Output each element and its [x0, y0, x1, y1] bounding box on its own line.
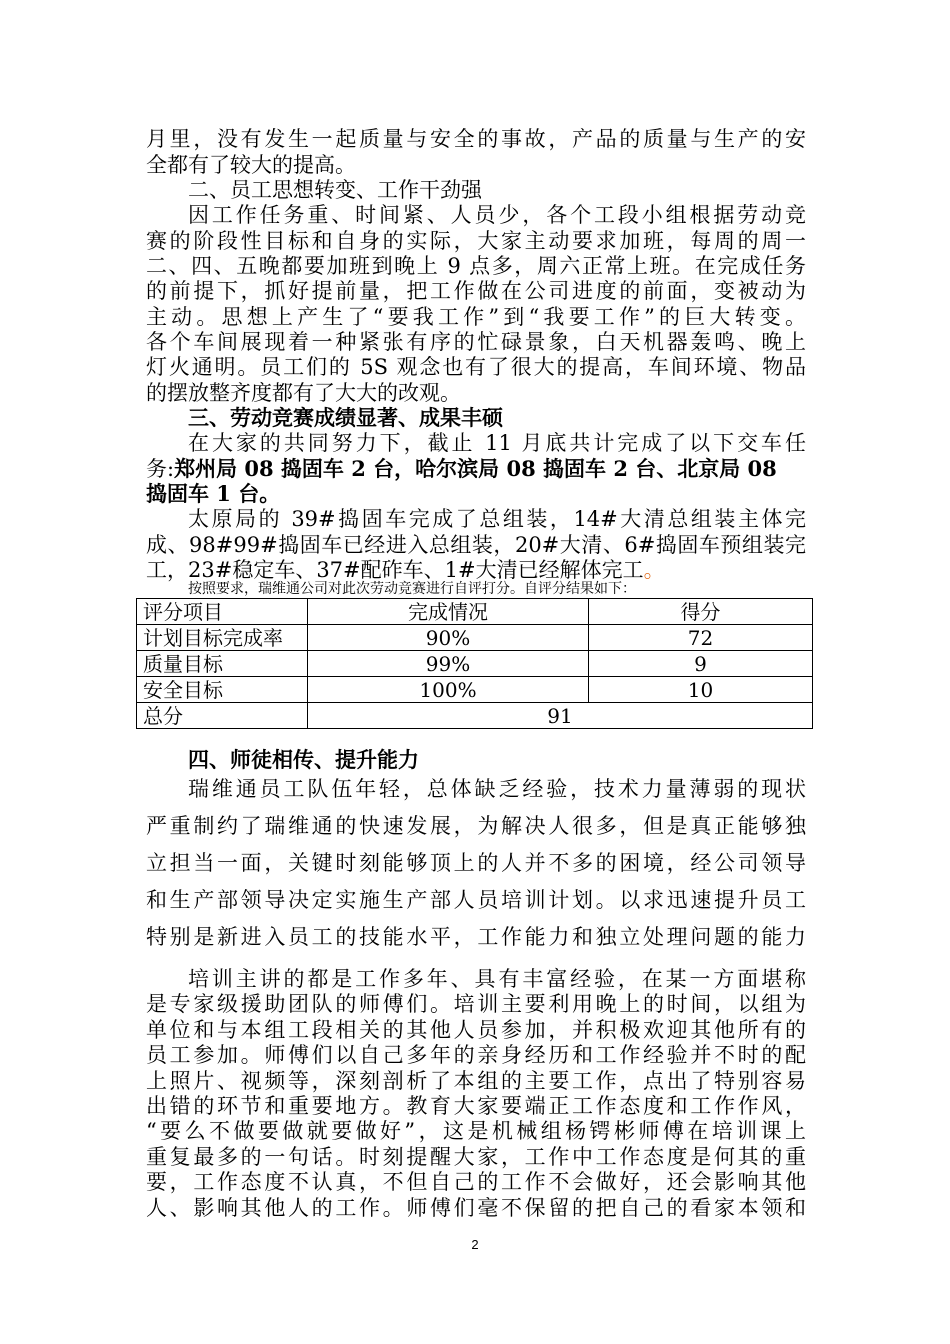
- table-header-row: [137, 599, 813, 625]
- highlighted-period: 。: [643, 558, 665, 582]
- paragraph-line: 培训主讲的都是工作多年、具有丰富经验，在某一方面堪称: [188, 967, 806, 991]
- paragraph-line: 出错的环节和重要地方。教育大家要端正工作态度和工作作风，: [146, 1094, 806, 1118]
- paragraph-line: 主动。思想上产生了“要我工作”到“我要工作”的巨大转变。: [146, 305, 806, 329]
- table-cell: 72: [589, 625, 813, 651]
- paragraph-line: [146, 456, 806, 482]
- table-cell: 99%: [308, 651, 589, 677]
- text-run: 务:: [146, 457, 175, 481]
- section-heading-3: 三、劳动竞赛成绩显著、成果丰硕: [188, 405, 503, 430]
- paragraph-line: 二、四、五晚都要加班到晚上 9 点多，周六正常上班。在完成任务: [146, 254, 806, 278]
- table-cell: 10: [589, 677, 813, 703]
- paragraph-line: 月里，没有发生一起质量与安全的事故，产品的质量与生产的安: [146, 127, 806, 151]
- delivery-list: 郑州局 08 捣固车 2 台，哈尔滨局 08 捣固车 2 台、北京局 08: [174, 456, 777, 481]
- section-heading-2: 二、员工思想转变、工作干劲强: [188, 178, 482, 202]
- paragraph-line: 单位和与本组工段相关的其他人员参加，并积极欢迎其他所有的: [146, 1018, 806, 1042]
- table-row: [137, 625, 813, 651]
- score-table: [136, 598, 813, 729]
- table-row: [137, 651, 813, 677]
- paragraph-line: 捣固车 1 台。: [146, 481, 281, 506]
- section-heading-4: 四、师徒相传、提升能力: [188, 747, 419, 772]
- paragraph-line: 立担当一面，关键时刻能够顶上的人并不多的困境，经公司领导: [146, 851, 806, 875]
- paragraph-line: 瑞维通员工队伍年轻，总体缺乏经验，技术力量薄弱的现状: [188, 777, 806, 801]
- header-cell: 完成情况: [308, 599, 589, 625]
- paragraph-line: “要么不做要做就要做好”，这是机械组杨锷彬师傅在培训课上: [146, 1119, 806, 1143]
- text-run: 工，23#稳定车、37#配砟车、1#大清已经解体完工: [146, 558, 644, 582]
- total-value: 91: [308, 703, 813, 729]
- page-number: 2: [471, 1237, 479, 1252]
- paragraph-line: 重复最多的一句话。时刻提醒大家，工作中工作态度是何其的重: [146, 1145, 806, 1169]
- paragraph-line: 和生产部领导决定实施生产部人员培训计划。以求迅速提升员工: [146, 888, 806, 912]
- paragraph-line: 赛的阶段性目标和自身的实际，大家主动要求加班，每周的周一: [146, 229, 806, 253]
- header-cell: 得分: [589, 599, 813, 625]
- paragraph-line: 成、98#99#捣固车已经进入总组装，20#大清、6#捣固车预组装完: [146, 533, 806, 557]
- paragraph-line: 的摆放整齐度都有了大大的改观。: [146, 381, 461, 405]
- paragraph-line: 太原局的 39#捣固车完成了总组装，14#大清总组装主体完: [188, 507, 806, 531]
- paragraph-line: 严重制约了瑞维通的快速发展，为解决人很多，但是真正能够独: [146, 814, 806, 838]
- table-cell: 90%: [308, 625, 589, 651]
- total-label: 总分: [137, 703, 308, 729]
- paragraph-line: 全都有了较大的提高。: [146, 153, 356, 177]
- paragraph-line: 员工参加。师傅们以自己多年的亲身经历和工作经验并不时的配: [146, 1043, 806, 1067]
- header-cell: 评分项目: [137, 599, 308, 625]
- paragraph-line: 特别是新进入员工的技能水平，工作能力和独立处理问题的能力: [146, 925, 806, 949]
- paragraph-line: 要，工作态度不认真，不但自己的工作不会做好，还会影响其他: [146, 1170, 806, 1194]
- paragraph-line: 各个车间展现着一种紧张有序的忙碌景象，白天机器轰鸣、晚上: [146, 330, 806, 354]
- table-cell: 安全目标: [137, 677, 308, 703]
- paragraph-line: 灯火通明。员工们的 5S 观念也有了很大的提高，车间环境、物品: [146, 355, 806, 379]
- table-cell: 100%: [308, 677, 589, 703]
- table-row: [137, 677, 813, 703]
- paragraph-line: 的前提下，抓好提前量，把工作做在公司进度的前面，变被动为: [146, 279, 806, 303]
- paragraph-line: 因工作任务重、时间紧、人员少，各个工段小组根据劳动竞: [188, 203, 806, 227]
- paragraph-line: 人、影响其他人的工作。师傅们毫不保留的把自己的看家本领和: [146, 1196, 806, 1220]
- paragraph-line: 在大家的共同努力下，截止 11 月底共计完成了以下交车任: [188, 431, 806, 455]
- paragraph-line: 上照片、视频等，深刻剖析了本组的主要工作，点出了特别容易: [146, 1069, 806, 1093]
- table-total-row: [137, 703, 813, 729]
- table-caption: 按照要求，瑞维通公司对此次劳动竞赛进行自评打分。自评分结果如下：: [188, 581, 636, 597]
- table-cell: 质量目标: [137, 651, 308, 677]
- table-cell: 9: [589, 651, 813, 677]
- table-cell: 计划目标完成率: [137, 625, 308, 651]
- paragraph-line: 是专家级援助团队的师傅们。培训主要利用晚上的时间，以组为: [146, 992, 806, 1016]
